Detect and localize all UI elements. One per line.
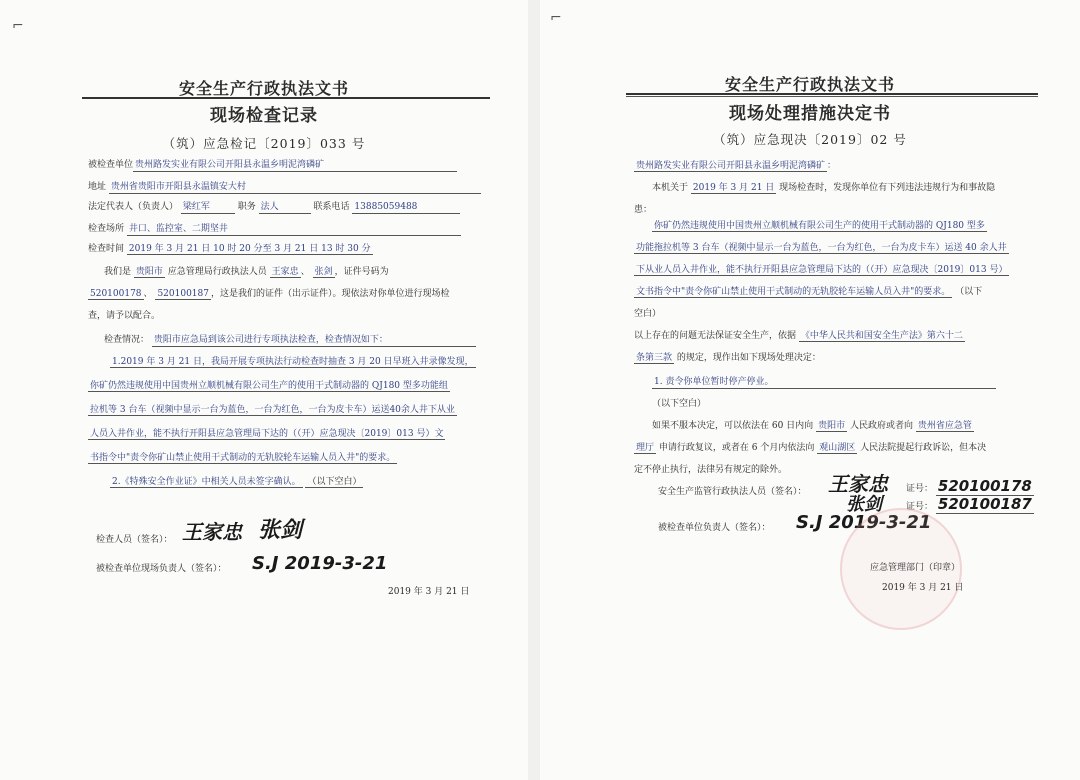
inspector-signature-1: 王家忠 <box>182 520 242 544</box>
post-value: 法人 <box>259 201 311 214</box>
document-subtitle: 现场处理措施决定书 <box>729 104 891 124</box>
decision-text: 1. 责令你单位暂时停产停业。 <box>652 376 996 389</box>
intro-row-1 <box>652 182 995 194</box>
intro-officer-2: 张剑 <box>314 267 333 277</box>
responsible-signature: S.J 2019-3-21 <box>252 553 388 574</box>
appeal-row-2 <box>634 442 986 454</box>
findings-row-1 <box>104 334 476 347</box>
officer-signature-2: 张剑 <box>846 494 882 515</box>
phone-value: 13885059488 <box>352 201 460 214</box>
intro-text: 应急管理局行政执法人员 <box>167 267 267 277</box>
decision-blank: （以下空白） <box>652 399 707 409</box>
intro-date: 2019 年 3 月 21 日 <box>692 183 775 193</box>
appeal-row-3: 定不停止执行，法律另有规定的除外。 <box>634 465 788 475</box>
basis-row-1 <box>634 330 965 342</box>
violation-row-4 <box>634 286 982 298</box>
unit-value: 贵州路发实业有限公司开阳县永温乡明泥湾磷矿 <box>133 159 457 172</box>
appeal-org-2: 理厅 <box>636 443 655 453</box>
cert-number-2: 520100187 <box>937 495 1032 513</box>
findings-text: 书指令中"责令你矿山禁止使用干式制动的无轨胶轮车运输人员入井"的要求。 <box>90 453 396 463</box>
cert-row-2 <box>906 495 1034 513</box>
basis-text: 的规定，现作出如下现场处理决定： <box>676 353 821 363</box>
rep-value: 梁红军 <box>181 201 235 214</box>
findings-row-2 <box>110 356 476 368</box>
inspector-label: 检查人员（签名）： <box>96 535 173 545</box>
intro-text: ，证件号码为 <box>334 267 389 277</box>
appeal-text: 如果不服本决定，可以依法在 60 日内向 <box>652 421 814 431</box>
staple-mark: ⌐ <box>12 18 24 34</box>
document-subtitle: 现场检查记录 <box>210 106 318 126</box>
findings-row-7 <box>110 476 363 488</box>
law-reference: 《中华人民共和国安全生产法》第六十二 <box>800 331 963 341</box>
place-row <box>88 223 461 236</box>
intro-row-2: 患： <box>634 205 653 215</box>
unit-value: 贵州路发实业有限公司开阳县永温乡明泥湾磷矿 <box>636 161 826 171</box>
cert-number-1: 520100178 <box>937 477 1032 495</box>
header-rule <box>82 97 490 99</box>
document-header: 安全生产行政执法文书 <box>178 79 349 98</box>
violation-blank: （以下 <box>955 287 983 297</box>
intro-text: 、 <box>143 289 153 299</box>
officer-row <box>658 486 807 498</box>
rep-label: 法定代表人（负责人） <box>88 202 179 212</box>
violation-text: 功能拖拉机等 3 台车（视频中显示一台为蓝色，一台为红色，一台为皮卡车）运送 40 余人井 <box>636 243 1007 253</box>
cert-label: 证号： <box>906 484 934 494</box>
violation-text: 文书指令中"责令你矿山禁止使用干式制动的无轨胶轮车运输人员入井"的要求。 <box>636 287 951 297</box>
violation-row-2 <box>634 242 1009 254</box>
violation-row-3 <box>634 264 1009 276</box>
inspector-row <box>96 534 173 546</box>
place-value: 井口、监控室、二期坚井 <box>127 223 461 236</box>
post-label: 职务 <box>237 202 256 212</box>
rep-row <box>88 201 460 214</box>
findings-blank: （以下空白） <box>307 477 362 487</box>
cert-label: 证号： <box>906 502 934 512</box>
cert-row-1 <box>906 477 1034 495</box>
unit-row <box>88 159 457 172</box>
intro-cert-2: 520100187 <box>157 289 209 299</box>
findings-text: 你矿仍然违规使用中国贵州立顺机械有限公司生产的使用干式制动器的 QJ180 型多功能组 <box>90 381 448 391</box>
findings-row-3 <box>88 380 450 392</box>
page-gap <box>528 0 540 780</box>
unit-label: 被检查单位 <box>88 160 134 170</box>
findings-row-4 <box>88 404 457 416</box>
intro-city: 贵阳市 <box>135 267 163 277</box>
basis-text: 以上存在的问题无法保证安全生产，依据 <box>634 331 797 341</box>
intro-officer-1: 王家忠 <box>271 267 299 277</box>
findings-text: 拉机等 3 台车（视频中显示一台为蓝色，一台为红色，一台为皮卡车）运送40余人井下从业 <box>90 405 455 415</box>
intro-text: 本机关于 <box>652 183 689 193</box>
violation-text: 你矿仍然违规使用中国贵州立顺机械有限公司生产的使用干式制动器的 QJ180 型多 <box>654 221 985 231</box>
document-number: （筑）应急检记〔2019〕033 号 <box>162 136 366 151</box>
findings-text: 1.2019 年 3 月 21 日，我局开展专项执法行动检查时抽查 3 月 20 日早班入井录像发现， <box>112 357 474 367</box>
appeal-text: 人民政府或者向 <box>849 421 913 431</box>
time-row <box>88 243 373 255</box>
intro-row-1 <box>104 266 389 278</box>
law-clause: 条第三款 <box>636 353 673 363</box>
document-header: 安全生产行政执法文书 <box>724 75 895 94</box>
responsible-row <box>96 563 227 575</box>
time-value: 2019 年 3 月 21 日 10 时 20 分至 3 月 21 日 13 时 30 分 <box>128 244 371 254</box>
findings-row-5 <box>88 428 445 440</box>
basis-row-2 <box>634 352 821 364</box>
appeal-court: 观山湖区 <box>819 443 856 453</box>
appeal-row-1 <box>652 420 974 432</box>
findings-text: 2.《特殊安全作业证》中相关人员未签字确认。 <box>112 477 301 487</box>
header-rule-thin <box>626 96 1038 97</box>
document-number: （筑）应急现决〔2019〕02 号 <box>713 132 907 147</box>
intro-row-3: 查，请予以配合。 <box>88 311 161 321</box>
address-row <box>88 181 481 194</box>
appeal-text: 申请行政复议，或者在 6 个月内依法向 <box>658 443 815 453</box>
place-label: 检查场所 <box>88 224 125 234</box>
phone-label: 联系电话 <box>313 202 350 212</box>
officer-signature-1: 王家忠 <box>828 472 888 496</box>
decision-row-1 <box>652 376 996 389</box>
inspector-signature-2: 张剑 <box>258 518 303 543</box>
right-document-page <box>540 0 1080 780</box>
findings-text: 人员入井作业，能不执行开阳县应急管理局下达的（（开）应急现决〔2019〕013 号）文 <box>90 429 444 439</box>
unit-responsible-label: 被检查单位负责人（签名）： <box>658 523 771 533</box>
violation-text: 下从业人员入井作业，能不执行开阳县应急管理局下达的（（开）应急现决〔2019〕013 号） <box>636 265 1008 275</box>
responsible-label: 被检查单位现场负责人（签名）： <box>96 564 227 574</box>
officer-label: 安全生产监管行政执法人员（签名）： <box>658 487 807 497</box>
date-left: 2019 年 3 月 21 日 <box>388 587 470 597</box>
left-document-page <box>0 0 528 780</box>
intro-text: 我们是 <box>104 267 132 277</box>
unit-responsible-signature: S.J 2019-3-21 <box>796 512 932 533</box>
seal-label: 应急管理部门（印章） <box>870 563 961 573</box>
appeal-text: 人民法院提起行政诉讼，但本决 <box>860 443 987 453</box>
intro-text: 现场检查时，发现你单位有下列违法违规行为和事故隐 <box>779 183 996 193</box>
violation-row-5: 空白） <box>634 309 662 319</box>
appeal-org: 贵州省应急管 <box>917 421 972 431</box>
intro-text: 、 <box>300 267 310 277</box>
unit-responsible-row <box>658 522 771 534</box>
staple-mark: ⌐ <box>550 10 562 26</box>
intro-row-2 <box>88 288 450 300</box>
time-label: 检查时间 <box>88 244 125 254</box>
appeal-city: 贵阳市 <box>818 421 846 431</box>
address-label: 地址 <box>88 182 107 192</box>
address-value: 贵州省贵阳市开阳县永温镇安大村 <box>109 181 481 194</box>
header-rule <box>626 93 1038 95</box>
intro-cert-1: 520100178 <box>90 289 142 299</box>
findings-text: 贵阳市应急局到该公司进行专项执法检查，检查情况如下： <box>152 334 476 347</box>
date-right: 2019 年 3 月 21 日 <box>882 583 964 593</box>
findings-label: 检查情况： <box>104 335 150 345</box>
unit-row: 贵州路发实业有限公司开阳县永温乡明泥湾磷矿 ： <box>636 161 837 171</box>
findings-row-6 <box>88 452 397 464</box>
violation-row-1 <box>652 220 987 232</box>
intro-text: ，这是我们的证件（出示证件）。现依法对你单位进行现场检 <box>210 289 450 299</box>
